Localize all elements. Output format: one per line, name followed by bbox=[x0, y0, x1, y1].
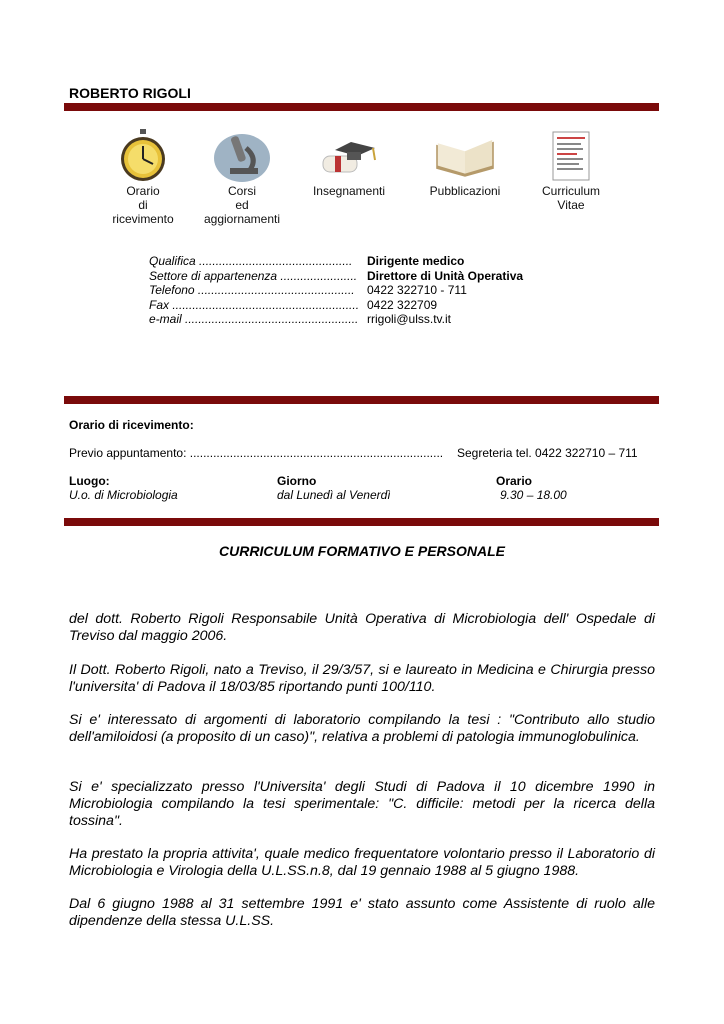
orario-value: 9.30 – 18.00 bbox=[500, 488, 567, 502]
luogo-value: U.o. di Microbiologia bbox=[69, 488, 178, 502]
page-title: ROBERTO RIGOLI bbox=[69, 85, 191, 101]
info-value: Direttore di Unità Operativa bbox=[367, 268, 524, 283]
divider-bar bbox=[64, 518, 659, 526]
cv-paragraph: del dott. Roberto Rigoli Responsabile Unità Operativa di Microbiologia dell' Ospedale di Treviso dal maggio 2006. bbox=[69, 611, 655, 644]
divider-bar bbox=[64, 396, 659, 404]
info-block bbox=[149, 254, 523, 327]
nav-label: Curriculum Vitae bbox=[541, 184, 600, 212]
divider-bar bbox=[64, 103, 659, 111]
nav-label: Pubblicazioni bbox=[429, 184, 501, 198]
previo-appuntamento: Previo appuntamento: ............................................................................ bbox=[69, 446, 444, 460]
info-key: Telefono ............................................... bbox=[149, 283, 355, 297]
nav-corsi[interactable] bbox=[187, 128, 297, 226]
luogo-label: Luogo: bbox=[69, 474, 110, 488]
orario-heading: Orario di ricevimento: bbox=[69, 418, 194, 432]
nav-label: Orario di ricevimento bbox=[112, 184, 174, 226]
document-icon bbox=[539, 128, 603, 184]
info-row bbox=[149, 312, 523, 327]
giorno-value: dal Lunedì al Venerdì bbox=[277, 488, 391, 502]
nav-curriculum[interactable] bbox=[516, 128, 626, 212]
cv-paragraph: Ha prestato la propria attivita', quale medico frequentatore volontario presso il Laboratorio di Microbiologia e Virologia della U.L.SS.n.8, dal 19 gennaio 1988 al 5 giugno 1988. bbox=[69, 846, 655, 879]
stopwatch-icon bbox=[111, 128, 175, 184]
info-row bbox=[149, 298, 523, 313]
graduation-cap-icon bbox=[317, 128, 381, 184]
nav-label: Corsi ed aggiornamenti bbox=[203, 184, 281, 226]
nav-orario[interactable] bbox=[88, 128, 198, 226]
info-key: Fax ........................................................ bbox=[149, 297, 360, 312]
nav-insegnamenti[interactable] bbox=[294, 128, 404, 198]
info-row bbox=[149, 283, 523, 298]
info-row bbox=[149, 254, 523, 269]
info-key: Settore di appartenenza ....................... bbox=[149, 268, 358, 283]
info-key: Qualifica .............................................. bbox=[149, 254, 353, 268]
nav-pubblicazioni[interactable] bbox=[410, 128, 520, 198]
segreteria-phone: Segreteria tel. 0422 322710 – 711 bbox=[457, 446, 638, 460]
cv-paragraph: Il Dott. Roberto Rigoli, nato a Treviso, il 29/3/57, si e laureato in Medicina e Chirurgia presso l'universita' di Padova il 18/03/85 riportando punti 100/110. bbox=[69, 662, 655, 695]
nav-label: Insegnamenti bbox=[312, 184, 386, 198]
cv-paragraph: Dal 6 giugno 1988 al 31 settembre 1991 e' stato assunto come Assistente di ruolo alle dipendenze della stessa U.L.SS. bbox=[69, 896, 655, 929]
info-value: Dirigente medico bbox=[367, 254, 465, 268]
info-row bbox=[149, 269, 523, 284]
email-link[interactable]: rrigoli@ulss.tv.it bbox=[367, 312, 451, 326]
cv-paragraph: Si e' specializzato presso l'Universita' degli Studi di Padova il 10 dicembre 1990 in Microbiologia compilando la tesi sperimentale: "C. difficile: metodi per la ricerca della tossina". bbox=[69, 779, 655, 829]
cv-title: CURRICULUM FORMATIVO E PERSONALE bbox=[219, 543, 505, 559]
open-book-icon bbox=[433, 128, 497, 184]
info-value: 0422 322709 bbox=[367, 297, 438, 312]
microscope-icon bbox=[210, 128, 274, 184]
cv-paragraph: Si e' interessato di argomenti di laboratorio compilando la tesi : "Contributo allo studio dell'amiloidosi (a proposito di un caso)", relativa a problemi di patologia immunoglobulinica. bbox=[69, 712, 655, 745]
info-value: 0422 322710 - 711 bbox=[367, 283, 467, 297]
giorno-label: Giorno bbox=[277, 474, 317, 488]
info-key: e-mail .................................................... bbox=[149, 312, 359, 326]
orario-label: Orario bbox=[496, 474, 533, 488]
